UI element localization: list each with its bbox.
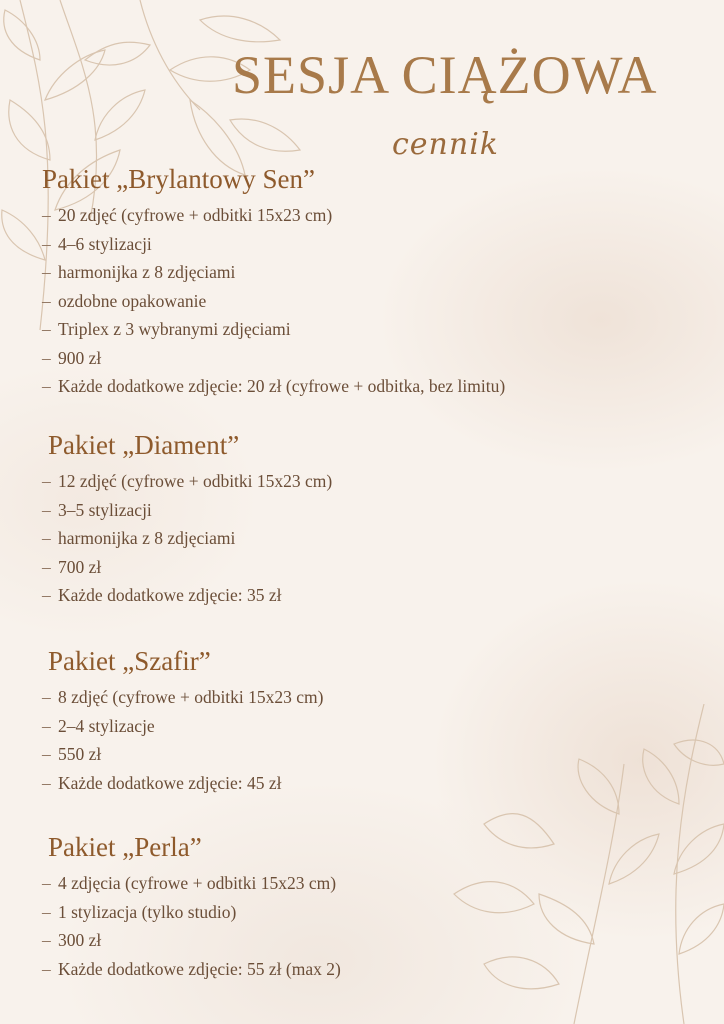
package-item: – 1 stylizacja (tylko studio)	[42, 898, 700, 927]
package-item-text: harmonijka z 8 zdjęciami	[58, 528, 236, 549]
package-item-text: 20 zdjęć (cyfrowe + odbitki 15x23 cm)	[58, 205, 333, 226]
package-item-text: Triplex z 3 wybranymi zdjęciami	[58, 319, 291, 340]
package-item: – harmonijka z 8 zdjęciami	[42, 524, 700, 553]
package-item: – ozdobne opakowanie	[42, 287, 700, 316]
package-item: – 300 zł	[42, 926, 700, 955]
package-item: – 900 zł	[42, 344, 700, 373]
package-item-text: harmonijka z 8 zdjęciami	[58, 262, 236, 283]
package-item-text: ozdobne opakowanie	[58, 290, 207, 311]
package-szafir	[0, 646, 700, 797]
package-item: – Każde dodatkowe zdjęcie: 45 zł	[42, 769, 700, 798]
package-item: – 8 zdjęć (cyfrowe + odbitki 15x23 cm)	[42, 683, 700, 712]
package-item: – 4 zdjęcia (cyfrowe + odbitki 15x23 cm)	[42, 869, 700, 898]
package-title: Pakiet „Perla”	[48, 832, 202, 862]
package-item-text: 2–4 stylizacje	[58, 715, 155, 736]
package-item: – 3–5 stylizacji	[42, 496, 700, 525]
package-diament	[0, 430, 700, 610]
package-item: – Każde dodatkowe zdjęcie: 55 zł (max 2)	[42, 955, 700, 984]
package-item-text: 900 zł	[58, 347, 102, 368]
package-brylantowy-sen	[0, 164, 700, 401]
package-item: – 12 zdjęć (cyfrowe + odbitki 15x23 cm)	[42, 467, 700, 496]
package-item-text: 700 zł	[58, 556, 102, 577]
package-item-text: Każde dodatkowe zdjęcie: 45 zł	[58, 772, 282, 793]
package-item: – 700 zł	[42, 553, 700, 582]
page-subtitle: cennik	[392, 127, 499, 162]
package-items	[42, 869, 700, 983]
package-item-text: Każde dodatkowe zdjęcie: 35 zł	[58, 585, 282, 606]
package-item: – Triplex z 3 wybranymi zdjęciami	[42, 315, 700, 344]
package-items	[42, 683, 700, 797]
package-item-text: 4 zdjęcia (cyfrowe + odbitki 15x23 cm)	[58, 873, 337, 894]
package-perla	[0, 832, 700, 983]
package-item-text: 4–6 stylizacji	[58, 233, 152, 254]
package-item: – Każde dodatkowe zdjęcie: 20 zł (cyfrowe + odbitka, bez limitu)	[42, 372, 700, 401]
page-title: SESJA CIĄŻOWA	[232, 45, 658, 105]
package-title: Pakiet „Szafir”	[48, 646, 211, 676]
package-item: – harmonijka z 8 zdjęciami	[42, 258, 700, 287]
package-item: – 20 zdjęć (cyfrowe + odbitki 15x23 cm)	[42, 201, 700, 230]
package-item: – 2–4 stylizacje	[42, 712, 700, 741]
package-title: Pakiet „Diament”	[48, 430, 240, 460]
package-items	[42, 201, 700, 401]
package-item: – 4–6 stylizacji	[42, 230, 700, 259]
package-item-text: Każde dodatkowe zdjęcie: 20 zł (cyfrowe + odbitka, bez limitu)	[58, 376, 506, 397]
package-item-text: 8 zdjęć (cyfrowe + odbitki 15x23 cm)	[58, 687, 324, 708]
package-item-text: 12 zdjęć (cyfrowe + odbitki 15x23 cm)	[58, 471, 333, 492]
package-item: – Każde dodatkowe zdjęcie: 35 zł	[42, 581, 700, 610]
package-item-text: 550 zł	[58, 744, 102, 765]
package-item-text: 1 stylizacja (tylko studio)	[58, 901, 237, 922]
package-item-text: 300 zł	[58, 930, 102, 951]
package-items	[42, 467, 700, 610]
package-item: – 550 zł	[42, 740, 700, 769]
package-item-text: 3–5 stylizacji	[58, 499, 152, 520]
package-item-text: Każde dodatkowe zdjęcie: 55 zł (max 2)	[58, 958, 341, 979]
package-title: Pakiet „Brylantowy Sen”	[42, 164, 315, 194]
